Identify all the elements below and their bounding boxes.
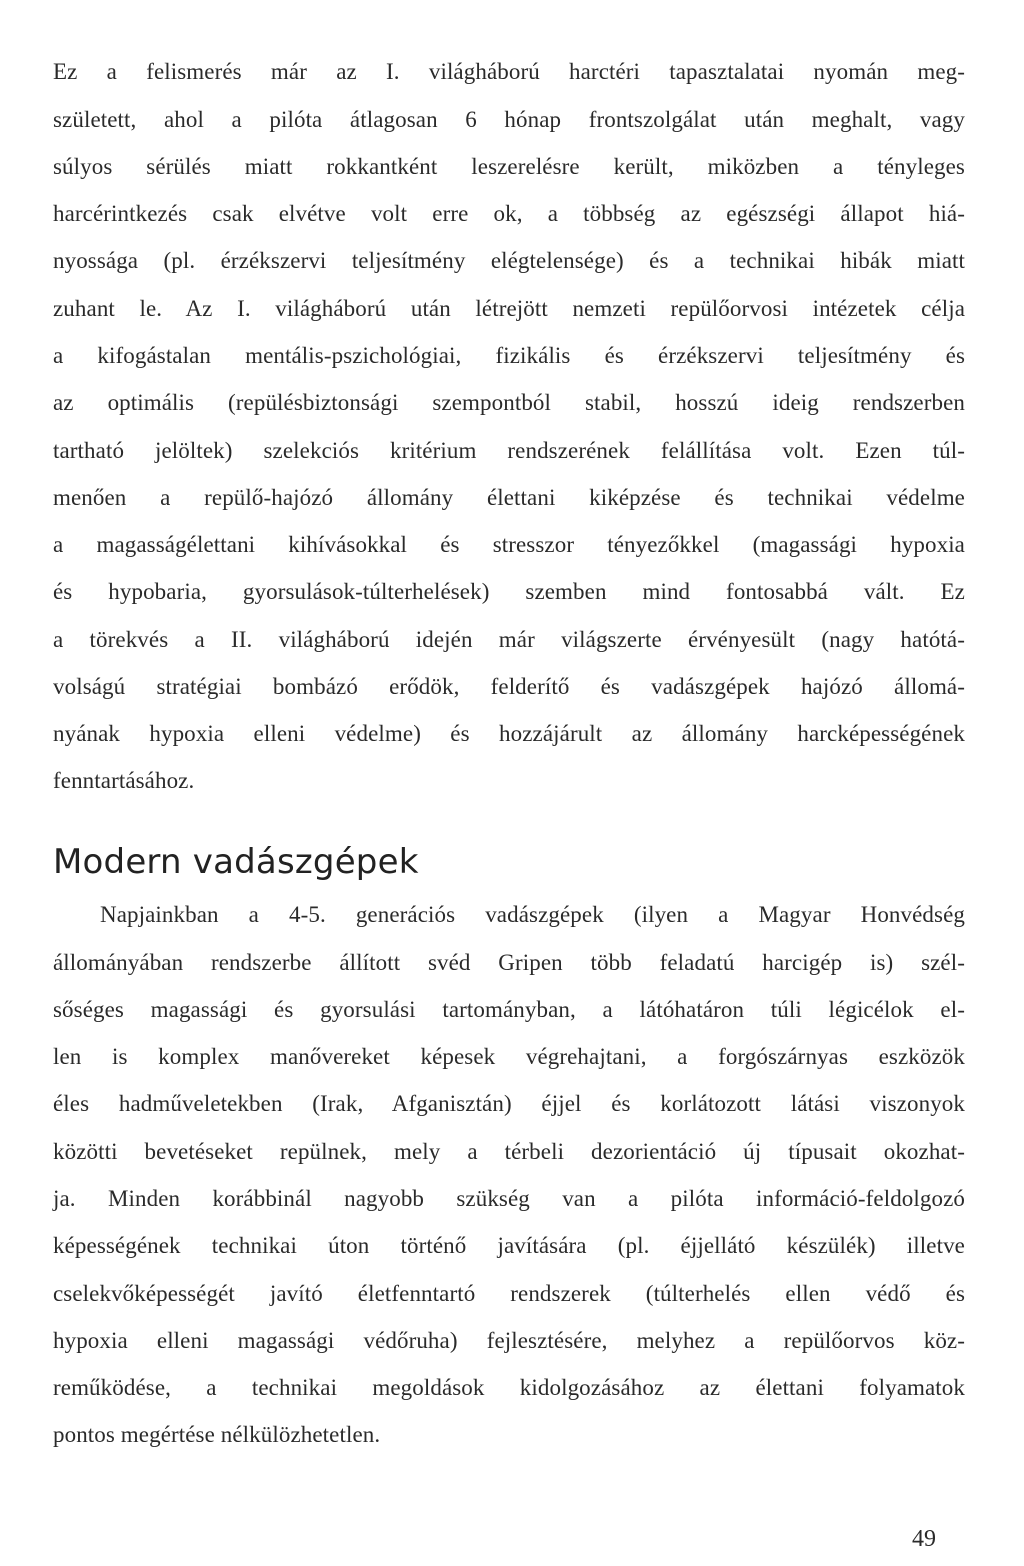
paragraph-line: a törekvés a II. világháború idején már világszerte érvényesült (nagy hatótá- bbox=[53, 627, 965, 652]
paragraph-line: Ez a felismerés már az I. világháború harctéri tapasztalatai nyomán meg- bbox=[53, 59, 965, 84]
paragraph-line: hypoxia elleni magassági védőruha) fejlesztésére, melyhez a repülőorvos köz- bbox=[53, 1328, 965, 1353]
paragraph-line: tartható jelöltek) szelekciós kritérium rendszerének felállítása volt. Ezen túl- bbox=[53, 438, 965, 463]
paragraph-line: képességének technikai úton történő javítására (pl. éjjellátó készülék) illetve bbox=[53, 1233, 965, 1258]
paragraph-line: fenntartásához. bbox=[53, 768, 195, 793]
paragraph-line: Napjainkban a 4-5. generációs vadászgépek (ilyen a Magyar Honvédség bbox=[100, 902, 965, 927]
paragraph-line: pontos megértése nélkülözhetetlen. bbox=[53, 1422, 381, 1447]
paragraph-line: az optimális (repülésbiztonsági szempontból stabil, hosszú ideig rendszerben bbox=[53, 390, 965, 415]
paragraph-line: len is komplex manővereket képesek végrehajtani, a forgószárnyas eszközök bbox=[53, 1044, 965, 1069]
section-heading: Modern vadászgépek bbox=[53, 842, 419, 882]
paragraph-line: harcérintkezés csak elvétve volt erre ok, a többség az egészségi állapot hiá- bbox=[53, 201, 965, 226]
paragraph-line: állományában rendszerbe állított svéd Gripen több feladatú harcigép is) szél- bbox=[53, 950, 965, 975]
paragraph-line: volságú stratégiai bombázó erődök, felderítő és vadászgépek hajózó állomá- bbox=[53, 674, 965, 699]
paragraph-line: és hypobaria, gyorsulások-túlterhelések) szemben mind fontosabbá vált. Ez bbox=[53, 579, 965, 604]
paragraph-line: zuhant le. Az I. világháború után létrejött nemzeti repülőorvosi intézetek célja bbox=[53, 296, 965, 321]
paragraph-line: a kifogástalan mentális-pszichológiai, fizikális és érzékszervi teljesítmény és bbox=[53, 343, 965, 368]
paragraph-line: reműködése, a technikai megoldások kidolgozásához az élettani folyamatok bbox=[53, 1375, 965, 1400]
paragraph-line: éles hadműveletekben (Irak, Afganisztán) éjjel és korlátozott látási viszonyok bbox=[53, 1091, 965, 1116]
paragraph-line: ja. Minden korábbinál nagyobb szükség van a pilóta információ-feldolgozó bbox=[53, 1186, 965, 1211]
paragraph-line: született, ahol a pilóta átlagosan 6 hónap frontszolgálat után meghalt, vagy bbox=[53, 107, 965, 132]
paragraph-line: cselekvőképességét javító életfenntartó rendszerek (túlterhelés ellen védő és bbox=[53, 1281, 965, 1306]
paragraph-line: nyossága (pl. érzékszervi teljesítmény elégtelensége) és a technikai hibák miatt bbox=[53, 248, 965, 273]
paragraph-line: menően a repülő-hajózó állomány élettani kiképzése és technikai védelme bbox=[53, 485, 965, 510]
paragraph-line: súlyos sérülés miatt rokkantként leszerelésre került, miközben a tényleges bbox=[53, 154, 965, 179]
paragraph-line: sőséges magassági és gyorsulási tartományban, a látóhatáron túli légicélok el- bbox=[53, 997, 965, 1022]
paragraph-line: közötti bevetéseket repülnek, mely a térbeli dezorientáció új típusait okozhat- bbox=[53, 1139, 965, 1164]
page-number: 49 bbox=[912, 1526, 936, 1552]
paragraph-line: a magasságélettani kihívásokkal és stresszor tényezőkkel (magassági hypoxia bbox=[53, 532, 965, 557]
paragraph-line: nyának hypoxia elleni védelme) és hozzájárult az állomány harcképességének bbox=[53, 721, 965, 746]
